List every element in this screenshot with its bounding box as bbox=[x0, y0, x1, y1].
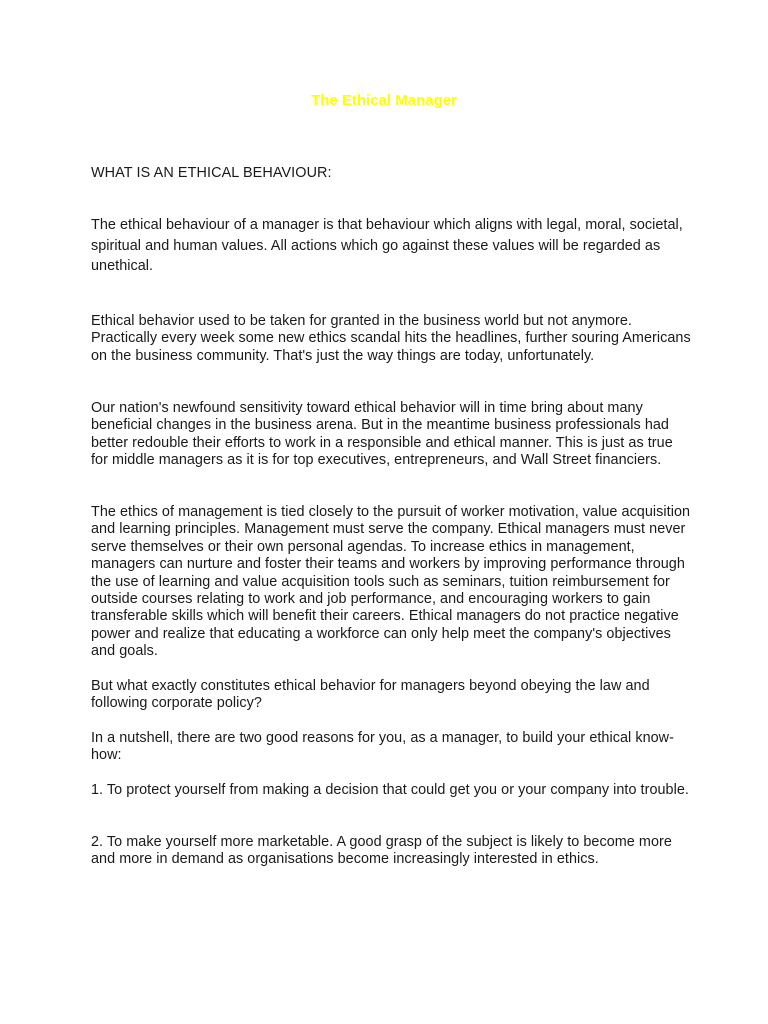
list-item-reason-1: 1. To protect yourself from making a decision that could get you or your company into trouble. bbox=[91, 782, 689, 798]
paragraph-intro: Ethical behavior used to be taken for granted in the business world but not anymore. Practically every week some new ethics scandal hits the headlines, further souring Americans on the business community. That's just the way things are today, unfortunately. bbox=[91, 313, 691, 364]
paragraph-reasons-intro: In a nutshell, there are two good reasons for you, as a manager, to build your ethical know-how: bbox=[91, 730, 674, 764]
document-title: The Ethical Manager bbox=[311, 92, 457, 109]
paragraph-definition: The ethical behaviour of a manager is that behaviour which aligns with legal, moral, societal, spiritual and human values. All actions which go against these values will be regarded as unethical. bbox=[91, 217, 683, 274]
paragraph-question: But what exactly constitutes ethical behavior for managers beyond obeying the law and following corporate policy? bbox=[91, 678, 650, 712]
paragraph-sensitivity: Our nation's newfound sensitivity toward ethical behavior will in time bring about many beneficial changes in the business arena. But in the meantime business professionals had better redouble their efforts to work in a responsible and ethical manner. This is just as true for middle managers as it is for top executives, entrepreneurs, and Wall Street financiers. bbox=[91, 400, 673, 469]
paragraph-management-ethics: The ethics of management is tied closely to the pursuit of worker motivation, value acquisition and learning principles. Management must serve the company. Ethical managers must never serve themselves or their own personal agendas. To increase ethics in management, managers can nurture and foster their teams and workers by improving performance through the use of learning and value acquisition tools such as seminars, tuition reimbursement for outside courses relating to work and job performance, and encouraging workers to gain transferable skills which will benefit their careers. Ethical managers do not practice negative power and realize that educating a workforce can only help meet the company's objectives and goals. bbox=[91, 504, 691, 660]
section-heading: WHAT IS AN ETHICAL BEHAVIOUR: bbox=[91, 165, 332, 181]
list-item-reason-2: 2. To make yourself more marketable. A good grasp of the subject is likely to become more and more in demand as organisations become increasingly interested in ethics. bbox=[91, 834, 672, 868]
